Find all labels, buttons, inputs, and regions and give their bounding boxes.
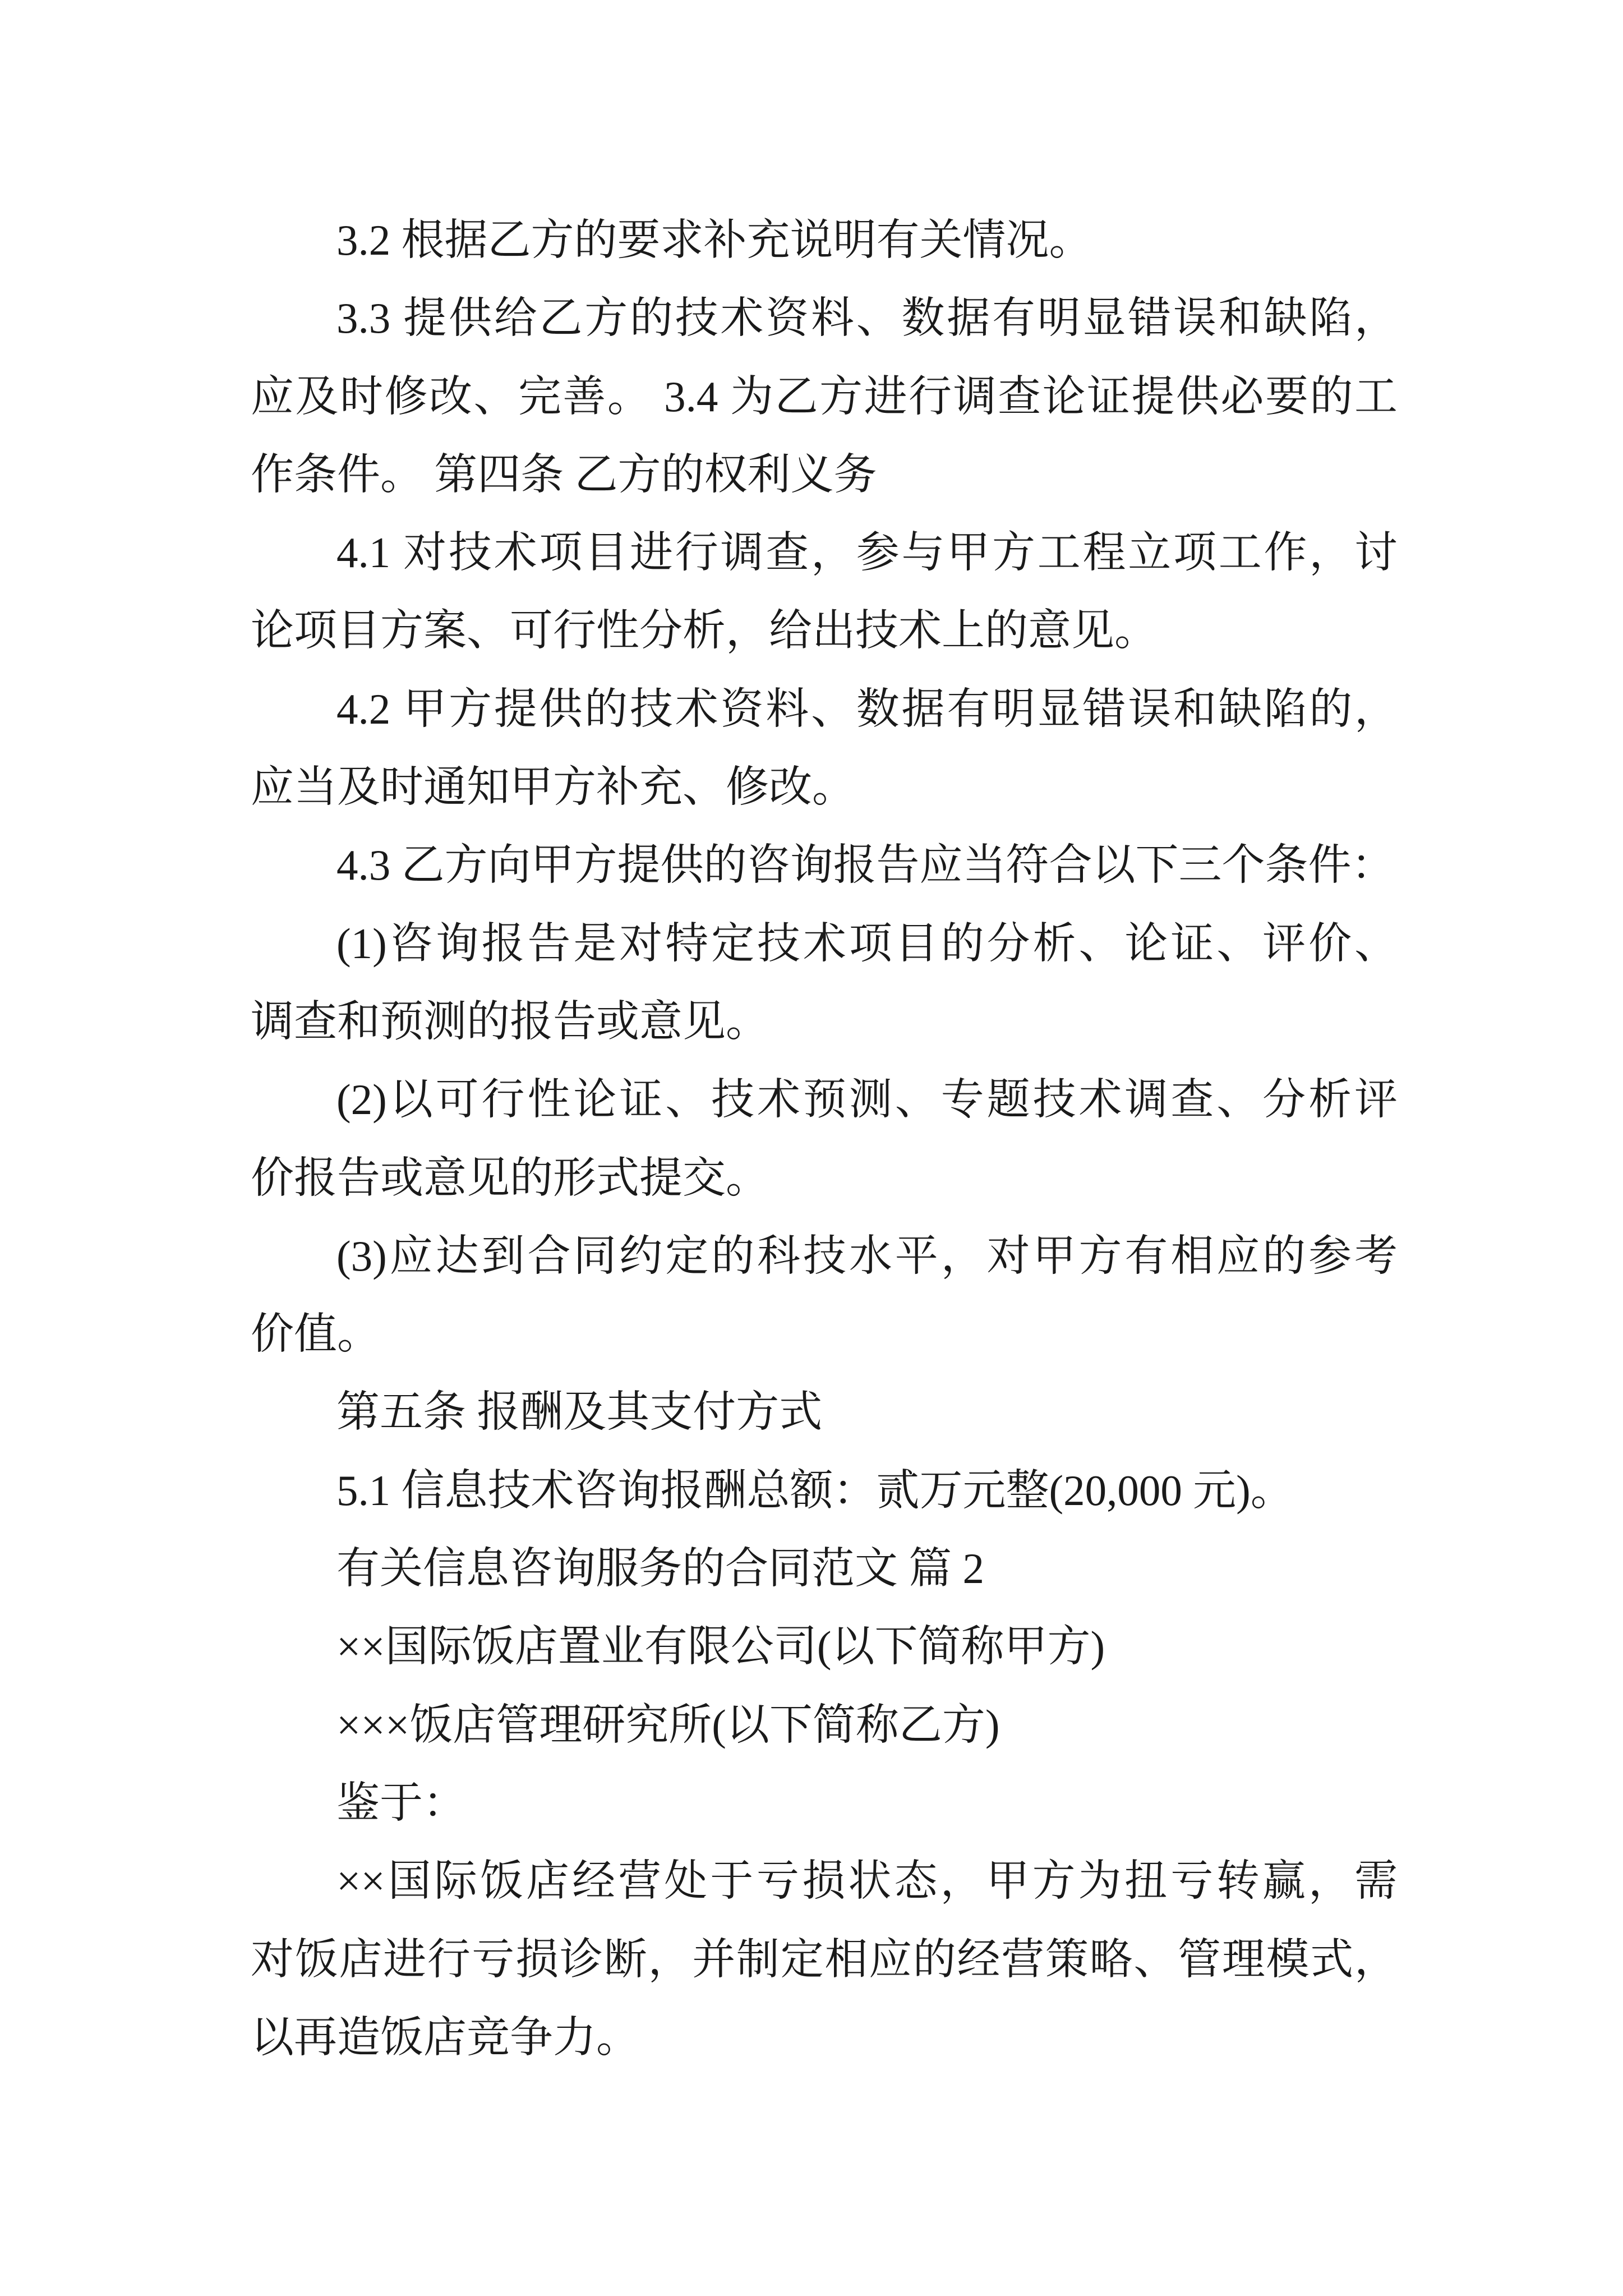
paragraph-clause-3-3: [251, 279, 1398, 514]
text-line: 鉴于：: [336, 1778, 466, 1827]
text-line: 应及时修改、完善。 3.4 为乙方进行调查论证提供必要的工: [251, 372, 1398, 421]
list-item-condition-3: [251, 1217, 1398, 1374]
text-line: 价报告或意见的形式提交。: [251, 1153, 769, 1202]
list-item-condition-1: [251, 905, 1398, 1061]
text-line: 3.2 根据乙方的要求补充说明有关情况。: [336, 216, 1092, 264]
text-line: 作条件。 第四条 乙方的权利义务: [251, 450, 877, 499]
paragraph-clause-5-1: [251, 1452, 1398, 1530]
paragraph-clause-3-2: [251, 201, 1398, 279]
paragraph-clause-4-3: [251, 826, 1398, 904]
text-line: 调查和预测的报告或意见。: [251, 997, 769, 1046]
party-a: [251, 1608, 1398, 1686]
text-line: 3.3 提供给乙方的技术资料、数据有明显错误和缺陷，: [336, 294, 1398, 343]
text-line: ×××饭店管理研究所(以下简称乙方): [336, 1700, 1000, 1749]
document-body: [251, 201, 1398, 2077]
text-line: 对饭店进行亏损诊断，并制定相应的经营策略、管理模式，: [251, 1935, 1398, 1984]
text-line: 有关信息咨询服务的合同范文 篇 2: [336, 1544, 984, 1593]
text-line: (3)应达到合同约定的科技水平，对甲方有相应的参考: [336, 1231, 1398, 1280]
text-line: ××国际饭店经营处于亏损状态，甲方为扭亏转赢，需: [336, 1857, 1398, 1906]
section-heading: [251, 1373, 1398, 1451]
text-line: 4.3 乙方向甲方提供的咨询报告应当符合以下三个条件：: [336, 841, 1395, 890]
document-title: [251, 1530, 1398, 1608]
text-line: 论项目方案、可行性分析，给出技术上的意见。: [251, 606, 1158, 655]
text-line: 价值。: [251, 1310, 380, 1359]
text-line: 第五条 报酬及其支付方式: [336, 1388, 823, 1437]
text-line: (2)以可行性论证、技术预测、专题技术调查、分析评: [336, 1075, 1398, 1124]
paragraph-recital: [251, 1842, 1398, 2077]
text-line: 应当及时通知甲方补充、修改。: [251, 763, 855, 812]
text-line: 以再造饭店竞争力。: [251, 2013, 639, 2062]
paragraph-clause-4-2: [251, 670, 1398, 827]
paragraph-clause-4-1: [251, 514, 1398, 670]
party-b: [251, 1686, 1398, 1764]
list-item-condition-2: [251, 1061, 1398, 1217]
recitals-label: [251, 1764, 1398, 1842]
text-line: 4.1 对技术项目进行调查，参与甲方工程立项工作，讨: [336, 528, 1398, 577]
text-line: (1)咨询报告是对特定技术项目的分析、论证、评价、: [336, 919, 1398, 968]
text-line: 5.1 信息技术咨询报酬总额：贰万元整(20,000 元)。: [336, 1466, 1294, 1515]
text-line: ××国际饭店置业有限公司(以下简称甲方): [336, 1622, 1105, 1671]
text-line: 4.2 甲方提供的技术资料、数据有明显错误和缺陷的，: [336, 684, 1398, 733]
